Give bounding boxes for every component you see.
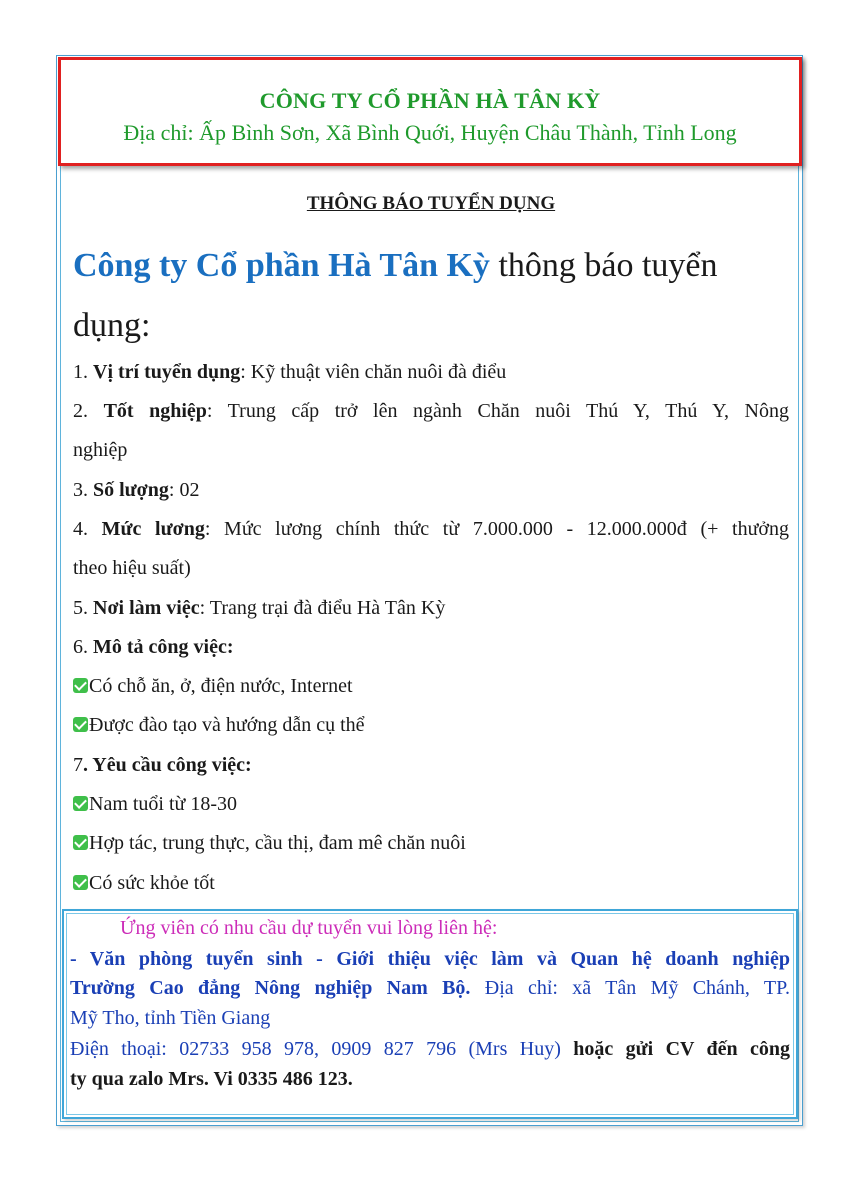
contact-office-line1: - Văn phòng tuyển sinh - Giới thiệu việc làm và Quan hệ doanh nghiệp (70, 948, 790, 970)
item-label: Nơi làm việc (93, 597, 200, 619)
contact-phone-line (70, 1034, 790, 1064)
item-salary (73, 510, 789, 549)
item-graduation-cont: nghiệp (73, 439, 128, 461)
item-value: : Trang trại đà điểu Hà Tân Kỳ (199, 597, 446, 619)
intro-paragraph (73, 236, 789, 356)
contact-office-line2 (70, 973, 790, 1003)
item-position (73, 353, 789, 392)
company-header (58, 57, 802, 166)
item-number: 1. (73, 361, 93, 383)
description-bullet (73, 706, 789, 745)
item-label: . Yêu cầu công việc: (83, 754, 252, 776)
check-icon (73, 875, 88, 890)
item-workplace (73, 589, 789, 628)
company-address: Địa chỉ: Ấp Bình Sơn, Xã Bình Quới, Huyện Châu Thành, Tỉnh Long (123, 120, 737, 145)
intro-text: thông báo tuyển (489, 247, 718, 284)
bullet-text: Hợp tác, trung thực, cầu thị, đam mê chăn nuôi (89, 832, 466, 854)
intro-text-cont: dụng: (73, 307, 151, 344)
item-number: 5. (73, 597, 93, 619)
check-icon (73, 835, 88, 850)
item-number: 6. (73, 636, 93, 658)
check-icon (73, 717, 88, 732)
intro-company: Công ty Cổ phần Hà Tân Kỳ (73, 247, 490, 284)
contact-zalo: ty qua zalo Mrs. Vi 0335 486 123. (70, 1068, 353, 1090)
requirement-bullet (73, 785, 789, 824)
contact-intro: Ứng viên có nhu cầu dự tuyển vui lòng liên hệ: (120, 917, 498, 939)
item-quantity (73, 471, 789, 510)
item-value: : 02 (168, 479, 200, 501)
college-address: Địa chỉ: xã Tân Mỹ Chánh, TP. (470, 977, 790, 999)
item-label: Vị trí tuyển dụng (93, 361, 241, 383)
item-requirements (73, 746, 789, 785)
item-value: : Trung cấp trở lên ngành Chăn nuôi Thú Y, Thú Y, Nông (206, 400, 789, 422)
bullet-text: Được đào tạo và hướng dẫn cụ thể (89, 714, 365, 736)
item-number: 7 (73, 754, 83, 776)
company-name: CÔNG TY CỔ PHẦN HÀ TÂN KỲ (259, 88, 601, 113)
item-number: 2. (73, 400, 104, 422)
bullet-text: Nam tuổi từ 18-30 (89, 793, 238, 815)
item-value: : Kỹ thuật viên chăn nuôi đà điểu (240, 361, 507, 383)
check-icon (73, 678, 88, 693)
contact-office-line3: Mỹ Tho, tỉnh Tiền Giang (70, 1007, 271, 1029)
item-label: Mô tả công việc: (93, 636, 234, 658)
college-name: Trường Cao đẳng Nông nghiệp Nam Bộ. (70, 977, 471, 999)
check-icon (73, 796, 88, 811)
contact-cv: hoặc gửi CV đến công (560, 1038, 790, 1060)
item-label: Tốt nghiệp (103, 400, 207, 422)
description-bullet (73, 667, 789, 706)
bullet-text: Có sức khỏe tốt (89, 872, 215, 894)
item-description (73, 628, 789, 667)
item-value: : Mức lương chính thức từ 7.000.000 - 12.000.000đ (+ thưởng (204, 518, 790, 540)
contact-phone: Điện thoại: 02733 958 978, 0909 827 796 (Mrs Huy) (70, 1038, 561, 1060)
item-number: 4. (73, 518, 102, 540)
item-label: Mức lương (101, 518, 205, 540)
bullet-text: Có chỗ ăn, ở, điện nước, Internet (89, 675, 353, 697)
requirement-bullet (73, 864, 789, 903)
item-number: 3. (73, 479, 93, 501)
notice-title: THÔNG BÁO TUYỂN DỤNG (306, 193, 556, 214)
item-label: Số lượng (93, 479, 169, 501)
item-graduation (73, 392, 789, 431)
requirement-bullet (73, 824, 789, 863)
item-salary-cont: theo hiệu suất) (73, 557, 191, 579)
